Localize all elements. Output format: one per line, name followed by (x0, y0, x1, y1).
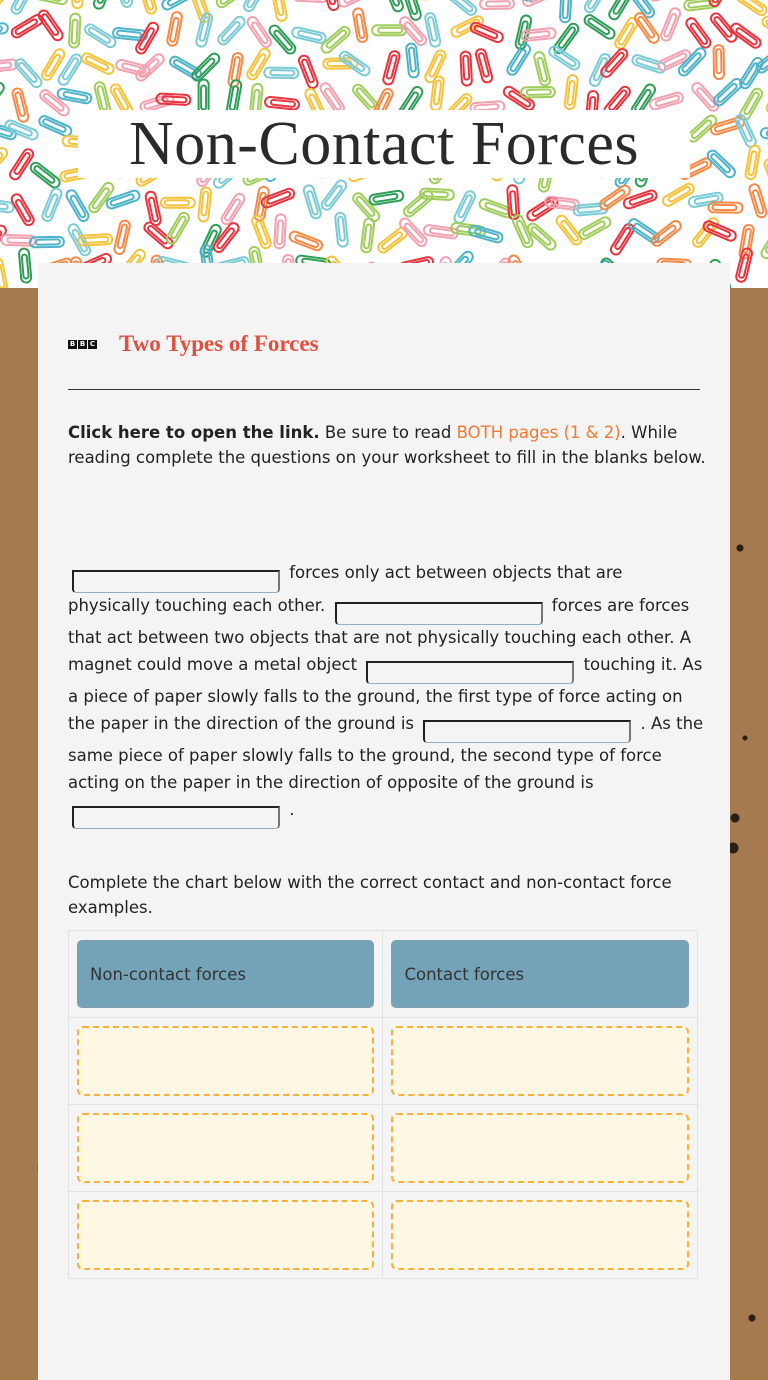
table-row (69, 1018, 698, 1105)
table-row (69, 1192, 698, 1279)
sort-chart (68, 930, 698, 1279)
fill-in-paragraph (68, 560, 708, 829)
intro-text-part: . While reading complete the questions on your worksheet to fill in the blanks below. (68, 423, 706, 467)
highlight-text: BOTH pages (1 & 2) (456, 423, 621, 442)
bbc-letter: B (79, 340, 86, 348)
table-row (69, 1105, 698, 1192)
drop-zone[interactable] (77, 1113, 374, 1183)
blank-input-2[interactable] (335, 602, 543, 625)
title-box (78, 110, 690, 178)
chart-instructions: Complete the chart below with the correct contact and non-contact force examples. (68, 873, 672, 917)
drop-zone[interactable] (77, 1200, 374, 1270)
paragraph-text: forces are forces that act between two objects that are not physically touching each other. A magnet could move a metal object (68, 595, 691, 674)
table-header-row (69, 931, 698, 1018)
drop-zone[interactable] (391, 1026, 689, 1096)
page-title: Non-Contact Forces (128, 109, 640, 178)
drop-zone[interactable] (391, 1200, 689, 1270)
drop-zone[interactable] (391, 1113, 689, 1183)
paragraph-text: forces only act between objects that are physically touching each other. (68, 563, 623, 615)
section-header (68, 331, 319, 357)
blank-input-3[interactable] (366, 661, 574, 684)
intro-text-part: Be sure to read (319, 423, 457, 442)
blank-input-5[interactable] (72, 806, 280, 829)
column-header-contact: Contact forces (391, 940, 689, 1008)
divider (68, 389, 700, 390)
bbc-letter: C (89, 340, 96, 348)
intro-text (68, 420, 708, 470)
section-title: Two Types of Forces (119, 331, 319, 356)
bbc-letter: B (69, 340, 76, 348)
drop-zone[interactable] (77, 1026, 374, 1096)
open-link[interactable]: Click here to open the link. (68, 423, 320, 442)
worksheet (38, 263, 730, 1380)
header-banner (0, 0, 768, 288)
bbc-logo-icon[interactable] (68, 340, 97, 349)
blank-input-1[interactable] (72, 570, 280, 593)
paragraph-text: touching it. As a piece of paper slowly falls to the ground, the first type of force acting on the paper in the direction of the ground is (68, 654, 703, 733)
blank-input-4[interactable] (423, 720, 631, 743)
column-header-non-contact: Non-contact forces (77, 940, 374, 1008)
paragraph-text: . As the same piece of paper slowly falls to the ground, the second type of force acting on the paper in the direction of opposite of the ground is (68, 713, 704, 793)
paragraph-text: . (284, 799, 295, 819)
